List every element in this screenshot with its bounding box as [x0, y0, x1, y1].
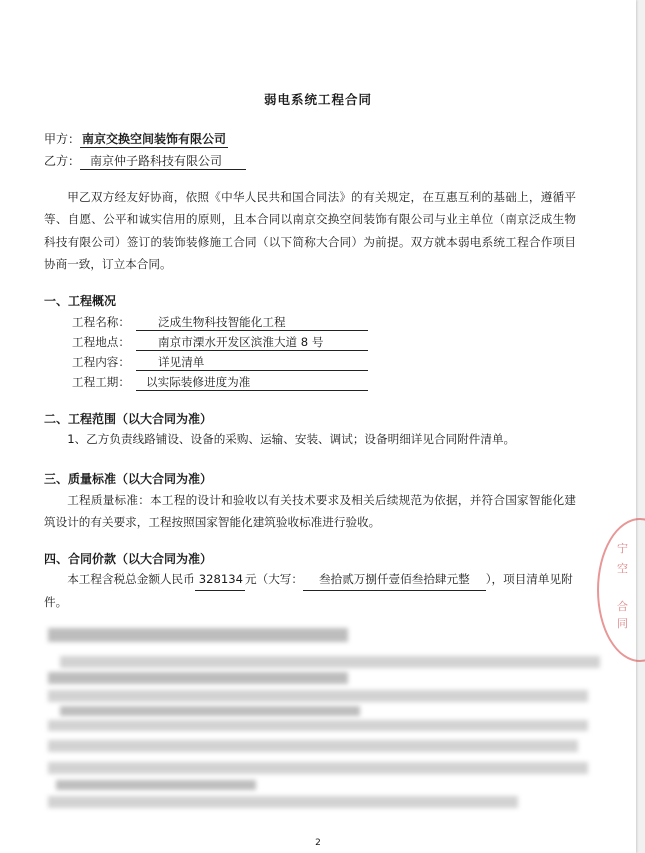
location-label: 工程地点： [72, 335, 130, 349]
page-title: 弱电系统工程合同 [263, 92, 372, 107]
party-b-line [44, 152, 246, 170]
party-a-value: 南京交换空间装饰有限公司 [82, 132, 227, 146]
page-number: 2 [315, 838, 321, 848]
info-row-content [72, 354, 205, 370]
duration-value: 以实际装修进度为准 [136, 374, 368, 391]
section3-heading: 三、质量标准（以大合同为准） [44, 472, 213, 486]
contract-price-line [44, 568, 584, 613]
price-amount-words: 叁拾贰万捌仟壹佰叁拾肆元整 [303, 568, 486, 591]
duration-label: 工程工期： [72, 375, 130, 389]
content-value: 详见清单 [136, 354, 368, 371]
project-name-value: 泛成生物科技智能化工程 [136, 314, 368, 331]
info-row-project-name [72, 314, 286, 330]
content-label: 工程内容： [72, 355, 130, 369]
price-amount: 328134 [195, 568, 245, 591]
stamp-char-1: 宁 [617, 542, 628, 555]
party-a-label: 甲方： [44, 132, 81, 146]
project-name-label: 工程名称： [72, 315, 130, 329]
section1-heading: 一、工程概况 [44, 294, 117, 308]
intro-paragraph: 甲乙双方经友好协商，依照《中华人民共和国合同法》的有关规定，在互惠互利的基础上，遵循平等、自愿、公平和诚实信用的原则，且本合同以南京交换空间装饰有限公司与业主单位（南京泛成生物科技有限公司）签订的装饰装修施工合同（以下简称大合同）为前提。双方就本弱电系统工程合作项目协商一致，订立本合同。 [44, 190, 576, 271]
section3-text: 工程质量标准：本工程的设计和验收以有关技术要求及相关后续规范为依据，并符合国家智能化建筑设计的有关要求，工程按照国家智能化建筑验收标准进行验收。 [44, 493, 576, 530]
section4-heading: 四、合同价款（以大合同为准） [44, 552, 213, 566]
party-b-value: 南京仲子路科技有限公司 [80, 152, 246, 170]
party-b-label: 乙方： [44, 154, 81, 168]
location-value: 南京市溧水开发区滨淮大道 8 号 [136, 334, 368, 351]
price-suffix: ），项目清单见附件。 [44, 572, 573, 609]
stamp-char-3: 合 [617, 600, 628, 613]
stamp-char-4: 同 [617, 617, 628, 630]
party-a-line [44, 130, 228, 148]
section2-text: 1、乙方负责线路铺设、设备的采购、运输、安装、调试；设备明细详见合同附件清单。 [67, 432, 516, 446]
info-row-duration [72, 374, 251, 390]
section2-heading: 二、工程范围（以大合同为准） [44, 412, 213, 426]
stamp-char-2: 空 [617, 562, 628, 575]
price-unit: 元（大写： [245, 572, 303, 586]
price-prefix: 本工程含税总金额人民币 [67, 572, 195, 586]
info-row-location [72, 334, 324, 350]
